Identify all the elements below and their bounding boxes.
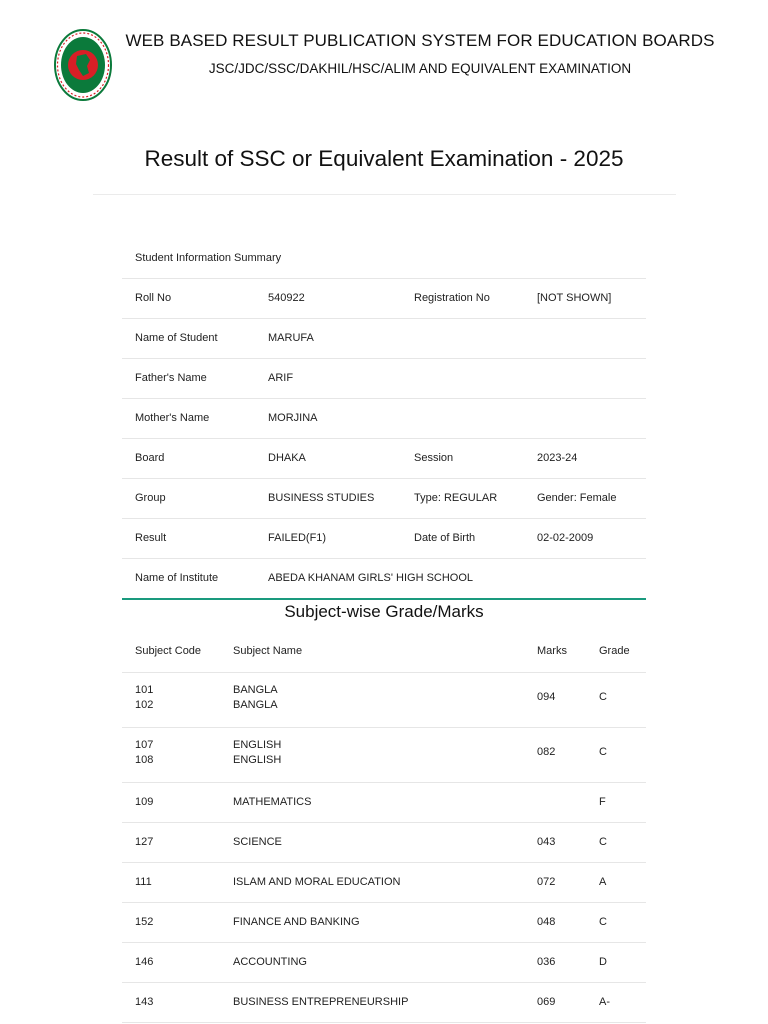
subject-grade: F xyxy=(599,796,606,808)
table-row xyxy=(122,823,646,863)
result-label: Result xyxy=(135,532,167,544)
site-subtitle: JSC/JDC/SSC/DAKHIL/HSC/ALIM AND EQUIVALENT EXAMINATION xyxy=(208,61,632,76)
info-row-father xyxy=(122,359,646,399)
subjects-title: Subject-wise Grade/Marks xyxy=(284,602,484,621)
dob-value: 02-02-2009 xyxy=(537,532,594,544)
mother-label: Mother's Name xyxy=(135,412,210,424)
subject-marks: 082 xyxy=(537,746,556,758)
institute-label: Name of Institute xyxy=(135,572,219,584)
board-value: DHAKA xyxy=(268,452,306,464)
table-row xyxy=(122,903,646,943)
subject-grade: C xyxy=(599,916,607,928)
table-row xyxy=(122,783,646,823)
subjects-header-row xyxy=(122,632,646,673)
info-row-institute xyxy=(122,559,646,600)
subject-marks: 094 xyxy=(537,691,556,703)
subject-code: 107 xyxy=(135,739,154,751)
site-title: WEB BASED RESULT PUBLICATION SYSTEM FOR EDUCATION BOARDS xyxy=(125,31,715,50)
info-row-roll xyxy=(122,278,646,319)
board-label: Board xyxy=(135,452,165,464)
info-caption: Student Information Summary xyxy=(135,252,282,264)
subject-grade: A xyxy=(599,876,607,888)
subject-grade: C xyxy=(599,836,607,848)
subject-grade: D xyxy=(599,956,607,968)
header-subject-code: Subject Code xyxy=(135,645,202,657)
subject-name: ISLAM AND MORAL EDUCATION xyxy=(233,876,401,888)
subject-name: FINANCE AND BANKING xyxy=(233,916,360,928)
father-value: ARIF xyxy=(268,372,294,384)
subject-name: BANGLA xyxy=(233,699,278,711)
site-header xyxy=(0,0,768,120)
subject-grade: C xyxy=(599,691,607,703)
father-label: Father's Name xyxy=(135,372,207,384)
subject-name: ACCOUNTING xyxy=(233,956,307,968)
subject-name: MATHEMATICS xyxy=(233,796,312,808)
name-value: MARUFA xyxy=(268,332,314,344)
dob-label: Date of Birth xyxy=(414,532,476,544)
government-seal-icon xyxy=(53,28,113,103)
type-value: Type: REGULAR xyxy=(414,492,498,504)
info-row-mother xyxy=(122,399,646,439)
subjects-table xyxy=(122,632,646,1023)
session-label: Session xyxy=(414,452,454,464)
table-row xyxy=(122,983,646,1023)
header-grade: Grade xyxy=(599,645,630,657)
subject-code: 102 xyxy=(135,699,154,711)
subject-code: 152 xyxy=(135,916,154,928)
subject-code: 101 xyxy=(135,684,154,696)
divider xyxy=(93,194,676,195)
header-subject-name: Subject Name xyxy=(233,645,303,657)
subject-marks: 069 xyxy=(537,996,556,1008)
subject-marks: 072 xyxy=(537,876,556,888)
table-row xyxy=(122,673,646,728)
subject-marks: 048 xyxy=(537,916,556,928)
group-value: BUSINESS STUDIES xyxy=(268,492,375,504)
group-label: Group xyxy=(135,492,166,504)
info-row-board xyxy=(122,439,646,479)
reg-label: Registration No xyxy=(414,292,490,304)
subject-code: 143 xyxy=(135,996,154,1008)
subject-grade: A- xyxy=(599,996,610,1008)
name-label: Name of Student xyxy=(135,332,218,344)
info-row-result xyxy=(122,519,646,559)
roll-label: Roll No xyxy=(135,292,172,304)
subject-marks: 043 xyxy=(537,836,556,848)
subject-code: 111 xyxy=(135,876,152,888)
roll-value: 540922 xyxy=(268,292,305,304)
subject-code: 108 xyxy=(135,754,154,766)
subject-code: 127 xyxy=(135,836,154,848)
gender-value: Gender: Female xyxy=(537,492,617,504)
reg-value: [NOT SHOWN] xyxy=(537,292,612,304)
session-value: 2023-24 xyxy=(537,452,578,464)
subject-name: BANGLA xyxy=(233,684,278,696)
subject-name: SCIENCE xyxy=(233,836,282,848)
subject-name: ENGLISH xyxy=(233,754,282,766)
result-value: FAILED(F1) xyxy=(268,532,327,544)
subject-name: BUSINESS ENTREPRENEURSHIP xyxy=(233,996,409,1008)
subject-code: 109 xyxy=(135,796,154,808)
table-row xyxy=(122,863,646,903)
info-row-name xyxy=(122,319,646,359)
subject-code: 146 xyxy=(135,956,154,968)
student-info-table xyxy=(122,238,646,600)
page-title: Result of SSC or Equivalent Examination - 2025 xyxy=(144,146,624,171)
table-row xyxy=(122,728,646,783)
header-marks: Marks xyxy=(537,645,567,657)
subject-grade: C xyxy=(599,746,607,758)
institute-value: ABEDA KHANAM GIRLS' HIGH SCHOOL xyxy=(268,572,474,584)
subject-marks: 036 xyxy=(537,956,556,968)
mother-value: MORJINA xyxy=(268,412,318,424)
table-row xyxy=(122,943,646,983)
subject-name: ENGLISH xyxy=(233,739,282,751)
info-row-group xyxy=(122,479,646,519)
